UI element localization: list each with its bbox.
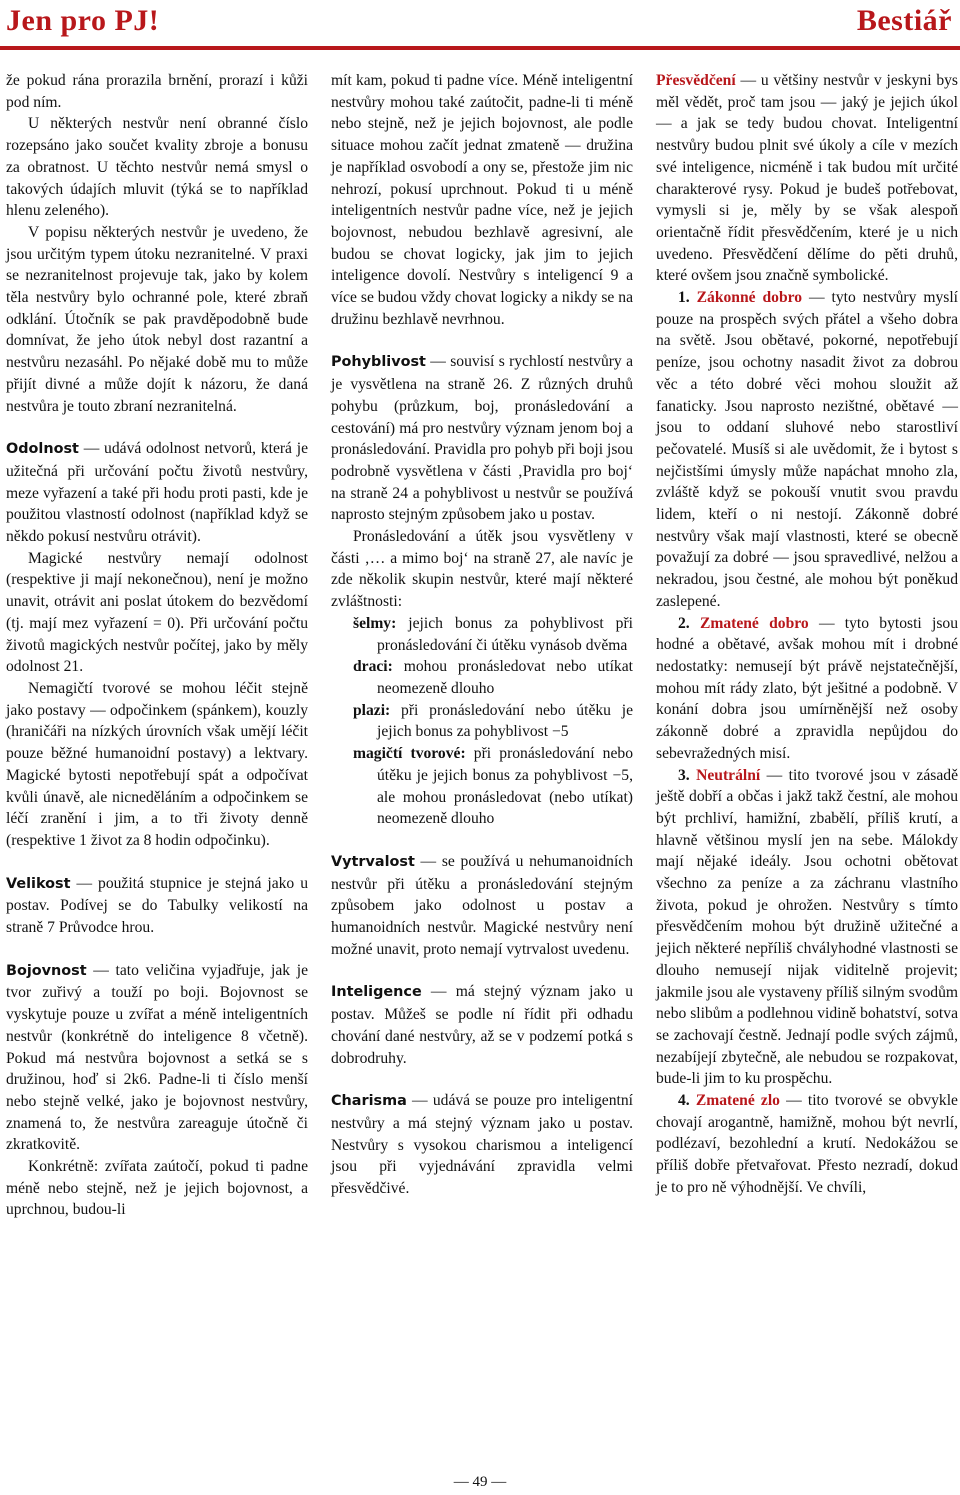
alignment-term: Neutrální	[696, 766, 761, 784]
term-text: — udává se pouze pro inteligentní nestvůry a má stejný význam jako u postav. Nestvůry s vysokou charismou a inteligencí jsou při vyjednávání zpravidla velmi přesvědčivé.	[331, 1092, 633, 1198]
alignment-2	[656, 613, 958, 765]
term-text: — použitá stupnice je stejná jako u postav. Podívej se do Tabulky velikostí na straně 7 Průvodce hrou.	[6, 874, 308, 937]
charisma-section	[331, 1090, 633, 1200]
list-term: šelmy:	[353, 614, 397, 632]
term-charisma: Charisma	[331, 1093, 407, 1110]
paragraph: Konkrétně: zvířata zaútočí, pokud ti padne méně nebo stejně, než je jejich bojovnost, a uprchnou, budou-li	[6, 1158, 308, 1219]
list-item	[331, 743, 633, 830]
alignment-1	[656, 287, 958, 613]
list-term: magičtí tvorové:	[353, 745, 466, 763]
alignment-4	[656, 1090, 958, 1199]
term-odolnost: Odolnost	[6, 441, 79, 458]
paragraph: mít kam, pokud ti padne více. Méně inteligentní nestvůry mohou také zaútočit, padne-li ti méně nebo stejně, než je jejich bojovnost, ale podle situace mohou začít jednat zmateně — družina je například osvobodí a ony se, přestože jim nic nehrozí, pokusí uprchnout. Pokud ti u méně inteligentních nestvůr padne více, než je jejich bojovnost, nebudou bezhlavě agresivní, ale budou se chovat logicky, jak jim to jejich inteligence dovolí. Nestvůry s inteligencí 9 a více se budou vždy chovat logicky a nikdy se na družinu bezhlavě nevrhnou.	[331, 72, 633, 328]
bojovnost-section	[6, 960, 308, 1156]
header-left-title: Jen pro PJ!	[6, 4, 160, 37]
alignment-term: Zákonné dobro	[696, 289, 803, 307]
term-inteligence: Inteligence	[331, 984, 422, 1001]
alignment-term: Zmatené zlo	[695, 1092, 780, 1110]
alignment-number: 2.	[678, 614, 690, 632]
inteligence-section	[331, 981, 633, 1069]
list-term: plazi:	[353, 701, 391, 719]
column-3	[656, 70, 958, 1199]
header-right-title: Bestiář	[856, 4, 952, 37]
term-presvedceni: Přesvědčení	[656, 72, 736, 89]
alignment-number: 1.	[678, 289, 690, 307]
paragraph: U některých nestvůr není obranné číslo rozepsáno jako součet kvality zbroje a bonusu za obratnost. U těchto nestvůr nemá smysl o takových údajích mluvit (týká se to například hlenu zeleného).	[6, 115, 308, 220]
list-text: při pronásledování nebo útěku je jejich bonus za pohyblivost −5	[377, 701, 633, 741]
list-term: draci:	[353, 658, 393, 676]
list-item	[331, 700, 633, 743]
term-text: — souvisí s rychlostí nestvůry a je vysvětlena na straně 26. Z různých druhů pohybu (průzkum, boj, pronásledování a cestování) má pro nestvůry význam jenom boj a pronásledování. Pravidla pro pohyb při boji jsou podrobně vysvětlena v části ‚Pravidla pro boj‘ na straně 24 a pohyblivost u nestvůr se používá naprosto stejným způsobem jako u postav.	[331, 353, 633, 524]
term-text: — u většiny nestvůr v jeskyni bys měl vědět, proč tam jsou — jaký je jejich úkol — a jak se tedy budou chovat. Inteligentní nestvůry budou plnit své úkoly a cíle v mezích své inteligence, nicméně i tak budou mít určité charakterové rysy. Pokud je budeš potřebovat, vymysli si je, měly by se však alespoň orientačně řídit přesvědčením, které je u nich uvedeno. Přesvědčení dělíme do pěti druhů, které ovšem jsou značně symbolické.	[656, 72, 958, 285]
paragraph: Nemagičtí tvorové se mohou léčit stejně jako postavy — odpočinkem (spánkem), kouzly (hraničáři na nízkých úrovních však umějí léčit pouze běžné humanoidní postavy) a lektvary. Magické bytosti nepotřebují spát a odpočívat kvůli únavě, ale nicneděláním a odpočinkem se léčí zranění i jim, a to tři životy denně (respektive 1 život za 8 hodin odpočinku).	[6, 679, 308, 849]
paragraph: Pronásledování a útěk jsou vysvětleny v části ‚… a mimo boj‘ na straně 27, ale navíc je zde několik skupin nestvůr, které mají některé zvláštnosti:	[331, 528, 633, 611]
alignment-term: Zmatené dobro	[699, 614, 809, 632]
list-item	[331, 656, 633, 699]
term-text: — má stejný význam jako u postav. Můžeš se podle ní řídit při odhadu chování dané nestvůry, až se v podzemí potká s dobrodruhy.	[331, 983, 633, 1067]
column-2	[331, 70, 633, 1200]
paragraph: V popisu některých nestvůr je uvedeno, že jsou určitým typem útoku nezranitelné. V praxi se nezranitelnost projevuje tak, jako by kolem těla nestvůry bylo ochranné pole, které zbraň odklání. Útočník se pak pravděpodobně bude domnívat, že jeho útok nebyl dost razantní a nestvůru nezasáhl. Po nějaké době mu to může přijít divné a může dojít k názoru, že daná nestvůra je touto zbraní nezranitelná.	[6, 223, 308, 415]
alignment-text: — tito tvorové se obvykle chovají arogantně, hamižně, mohou být nevrlí, podlézaví, bezohlední a krutí. Nedokážou se příliš dobře přetvařovat. Přesto nezradí, dokud je to pro ně výhodnější. Ve chvíli,	[656, 1092, 958, 1196]
velikost-section	[6, 873, 308, 939]
term-text: — udává odolnost netvorů, která je užitečná při určování počtu životů nestvůry, meze vyřazení a také při hodu proti pasti, kde je použitou vlastností odolnost (například když se někdo pokusí nestvůru otrávit).	[6, 440, 308, 546]
term-text: — se používá u nehumanoidních nestvůr při útěku a pronásledování stejným způsobem jako odolnost u postav a humanoidních nestvůr. Magické nestvůry není možné unavit, proto nemají vytrvalost uvedenu.	[331, 852, 633, 958]
list-text: při pronásledování nebo útěku je jejich bonus za pohyblivost −5, ale mohou pronásledovat (nebo utíkat) neomezeně dlouho	[377, 745, 633, 828]
term-velikost: Velikost	[6, 875, 71, 892]
paragraph: Magické nestvůry nemají odolnost (respektive ji mají nekonečnou), není je možno unavit, otrávit ani poslat útokem do bezvědomí (tj. mají mez vyřazení = 0). Při určování počtu životů magických nestvůr počítej, jako by měly odolnost 21.	[6, 549, 308, 676]
term-bojovnost: Bojovnost	[6, 962, 87, 979]
alignment-number: 3.	[678, 766, 690, 784]
list-text: jejich bonus za pohyblivost při pronásledování či útěku vynásob dvěma	[377, 614, 633, 654]
alignment-text: — tito tvorové jsou v zásadě ještě dobří a občas i jakž takž čestní, ale mohou být prchliví, hamižní, zbabělí, příliš krutí, a hlavně většinou myslí jen na sebe. Málokdy mají nějaké ideály. Jsou ochotni obětovat všechno za peníze a za záchranu vlastního života, pokud je ohrožen. Nestvůry s tímto přesvědčením mohou být družině užitečné a jejich některé nepříliš chvályhodné vlastnosti se dlouho nemusejí nijak viditelně projevit; jakmile jsou ale vystaveny příliš silným svodům nebo slibům a podlehnou vidině bohatství, sotva se zachovají čestně. Jednají podle svých zájmů, nezabíjejí zbytečně, ale nebudou se rozpakovat, bude-li jim to ku prospěchu.	[656, 766, 958, 1088]
pohyblivost-section	[331, 351, 633, 526]
alignment-text: — tyto bytosti jsou hodné a obětavé, avšak mohou mít i drobné nedostatky: nemusejí být právě nejstatečnější, mohou mít rády zlato, být ješitné a podobně. V konání dobra jsou umírněnější než osoby zákonně dobré a zpravidla nepůjdou do sebevražedných misí.	[656, 614, 958, 762]
odolnost-section	[6, 438, 308, 548]
paragraph: že pokud rána prorazila brnění, prorazí i kůži pod ním.	[6, 72, 308, 111]
header-rule	[0, 46, 960, 50]
vytrvalost-section	[331, 851, 633, 961]
presvedceni-section	[656, 70, 958, 287]
term-text: — tato veličina vyjadřuje, jak je tvor zuřivý a touží po boji. Bojovnost se vyskytuje pouze u zvířat a méně inteligentních nestvůr (konkrétně do inteligence 8 včetně). Pokud má nestvůra bojovnost a setká se s družinou, hoď si 2k6. Padne-li ti číslo menší nebo stejně velké, jako je bojovnost nestvůry, znamená to, že nestvůra zareaguje útočně či zkratkovitě.	[6, 961, 308, 1154]
term-pohyblivost: Pohyblivost	[331, 354, 426, 371]
term-vytrvalost: Vytrvalost	[331, 853, 415, 870]
column-1	[6, 70, 308, 1221]
alignment-number: 4.	[678, 1092, 690, 1110]
list-item	[331, 613, 633, 656]
list-text: mohou pronásledovat nebo utíkat neomezeně dlouho	[377, 658, 633, 697]
alignment-3	[656, 765, 958, 1091]
page-header	[0, 0, 960, 52]
page-number: — 49 —	[453, 1474, 507, 1490]
alignment-text: — tyto nestvůry myslí pouze na prospěch svých přátel a všeho dobra na světě. Jsou obětavé, pokorné, nepotřebují peníze, jsou ochotny nasadit život za dobrou věc a této dobré věci mohou sloužit až fanaticky. Jsou naprosto nezištné, obětavé — jsou to oddaní sluhové nebo starostliví pečovatelé. Musíš si ale uvědomit, že i bytost s nejčistšími úmysly může napáchat mnoho zla, zvláště když se pokouší vnutit svou pravdu lidem, kteří o ni nestojí. Zákonně dobré nestvůry však mají vlastnosti, které se obecně považují za dobré — jsou spravedlivé, nelžou a nekradou, jsou čestné, ale mohou být poněkud zaslepené.	[656, 289, 958, 610]
